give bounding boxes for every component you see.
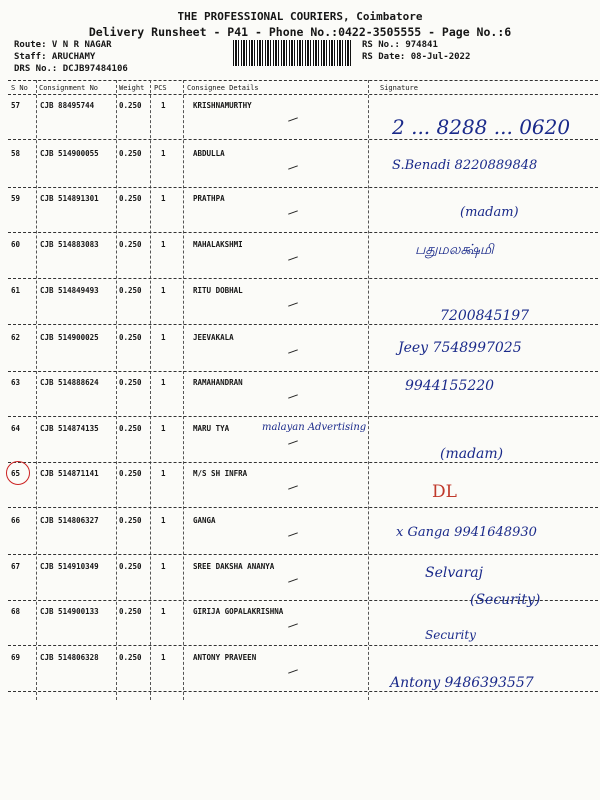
signature-68b: Security [425, 628, 476, 642]
tick-mark [288, 117, 298, 121]
row-consignment-no: CJB 514806328 [40, 653, 99, 662]
row-pcs: 1 [161, 424, 166, 433]
row-pcs: 1 [161, 607, 166, 616]
col-header-consignee: Consignee Details [187, 84, 259, 92]
staff-label: Staff: ARUCHAMY [14, 52, 96, 62]
row-weight: 0.250 [119, 194, 142, 203]
runsheet-title: THE PROFESSIONAL COURIERS, Coimbatore [177, 10, 423, 23]
row-sno: 60 [11, 240, 21, 249]
row-weight: 0.250 [119, 333, 142, 342]
tick-mark [288, 578, 298, 582]
row-separator [8, 416, 598, 417]
signature-67: Selvaraj [425, 565, 483, 581]
col-header-consignment: Consignment No [39, 84, 99, 92]
row-weight: 0.250 [119, 516, 142, 525]
row-separator [8, 371, 598, 372]
row-consignment-no: CJB 514900055 [40, 149, 99, 158]
row-weight: 0.250 [119, 469, 142, 478]
row-sno: 66 [11, 516, 21, 525]
row-weight: 0.250 [119, 653, 142, 662]
row-consignment-no: CJB 514910349 [40, 562, 99, 571]
tick-mark [288, 256, 298, 260]
row-sno: 69 [11, 653, 21, 662]
row-consignment-no: CJB 514874135 [40, 424, 99, 433]
row-consignee: GIRIJA GOPALAKRISHNA [193, 607, 284, 616]
row-separator [8, 645, 598, 646]
row-consignee: PRATHPA [193, 194, 225, 203]
row-separator [8, 462, 598, 463]
signature-58: S.Benadi 8220889848 [392, 158, 538, 173]
row-weight: 0.250 [119, 607, 142, 616]
row-consignee: SREE DAKSHA ANANYA [193, 562, 275, 571]
tick-mark [288, 669, 298, 673]
row-weight: 0.250 [119, 101, 142, 110]
row-separator [8, 187, 598, 188]
table-top-rule [8, 80, 598, 81]
row-sno: 68 [11, 607, 21, 616]
table-row [0, 607, 600, 627]
row-consignment-no: CJB 514849493 [40, 286, 99, 295]
signature-64: (madam) [440, 446, 504, 462]
row-sno: 58 [11, 149, 21, 158]
row-pcs: 1 [161, 469, 166, 478]
row-pcs: 1 [161, 333, 166, 342]
signature-68: (Security) [470, 592, 541, 608]
handwritten-note-64: malayan Advertising [262, 422, 367, 433]
row-consignment-no: CJB 514806327 [40, 516, 99, 525]
table-row [0, 240, 600, 260]
row-separator [8, 507, 598, 508]
tick-mark [288, 210, 298, 214]
row-pcs: 1 [161, 149, 166, 158]
row-consignment-no: CJB 514888624 [40, 378, 99, 387]
signature-66: x Ganga 9941648930 [396, 525, 537, 540]
row-weight: 0.250 [119, 240, 142, 249]
col-header-pcs: PCS [154, 84, 167, 92]
row-consignment-no: CJB 514900025 [40, 333, 99, 342]
signature-59: (madam) [460, 205, 519, 220]
row-separator [8, 324, 598, 325]
row-pcs: 1 [161, 653, 166, 662]
signature-63: 9944155220 [405, 378, 495, 394]
barcode [233, 40, 351, 66]
row-consignee: RAMAHANDRAN [193, 378, 243, 387]
row-consignee: RITU DOBHAL [193, 286, 243, 295]
row-separator [8, 554, 598, 555]
table-header-rule [8, 94, 598, 95]
rs-number: RS No.: 974841 [362, 40, 438, 50]
row-consignee: ABDULLA [193, 149, 225, 158]
col-header-sno: S No [11, 84, 28, 92]
row-consignee: MAHALAKSHMI [193, 240, 243, 249]
row-sno: 57 [11, 101, 21, 110]
row-pcs: 1 [161, 286, 166, 295]
tick-mark [288, 349, 298, 353]
signature-62: Jeey 7548997025 [398, 340, 522, 356]
row-65-circle-mark [6, 461, 30, 485]
row-weight: 0.250 [119, 286, 142, 295]
row-consignee: ANTONY PRAVEEN [193, 653, 257, 662]
row-pcs: 1 [161, 240, 166, 249]
table-row [0, 469, 600, 489]
row-pcs: 1 [161, 101, 166, 110]
row-sno: 64 [11, 424, 21, 433]
rs-date: RS Date: 08-Jul-2022 [362, 52, 471, 62]
row-consignment-no: CJB 514891301 [40, 194, 99, 203]
row-separator [8, 278, 598, 279]
tick-mark [288, 394, 298, 398]
tick-mark [288, 440, 298, 444]
table-row [0, 286, 600, 306]
row-sno: 63 [11, 378, 21, 387]
signature-60: பதுமலக்ஷ்மி [415, 242, 494, 258]
table-row [0, 378, 600, 398]
row-consignee: M/S SH INFRA [193, 469, 248, 478]
row-separator [8, 232, 598, 233]
table-row [0, 562, 600, 582]
tick-mark [288, 165, 298, 169]
signature-61: 7200845197 [440, 308, 530, 324]
row-pcs: 1 [161, 378, 166, 387]
row-pcs: 1 [161, 194, 166, 203]
row-pcs: 1 [161, 516, 166, 525]
row-consignment-no: CJB 88495744 [40, 101, 95, 110]
col-header-signature: Signature [380, 84, 418, 92]
row-separator [8, 691, 598, 692]
row-consignment-no: CJB 514900133 [40, 607, 99, 616]
row-consignment-no: CJB 514871141 [40, 469, 99, 478]
route-label: Route: V N R NAGAR [14, 40, 112, 50]
tick-mark [288, 302, 298, 306]
row-weight: 0.250 [119, 562, 142, 571]
row-sno: 59 [11, 194, 21, 203]
signature-57: 2 ... 8288 ... 0620 [392, 115, 571, 139]
tick-mark [288, 532, 298, 536]
row-pcs: 1 [161, 562, 166, 571]
row-consignee: JEEVAKALA [193, 333, 234, 342]
row-weight: 0.250 [119, 424, 142, 433]
runsheet-subtitle: Delivery Runsheet - P41 - Phone No.:0422-3505555 - Page No.:6 [88, 25, 512, 39]
row-weight: 0.250 [119, 378, 142, 387]
table-row [0, 653, 600, 673]
tick-mark [288, 485, 298, 489]
row-sno: 61 [11, 286, 21, 295]
row-sno: 62 [11, 333, 21, 342]
row-consignee: KRISHNAMURTHY [193, 101, 252, 110]
signature-69: Antony 9486393557 [390, 675, 534, 691]
col-header-weight: Weight [119, 84, 145, 92]
drs-number: DRS No.: DCJB97484106 [14, 64, 128, 74]
row-consignee: GANGA [193, 516, 216, 525]
row-consignee: MARU TYA [193, 424, 230, 433]
tick-mark [288, 623, 298, 627]
row-sno: 65 [11, 469, 21, 478]
row-sno: 67 [11, 562, 21, 571]
row-consignment-no: CJB 514883083 [40, 240, 99, 249]
dl-mark: DL [432, 482, 457, 502]
row-separator [8, 139, 598, 140]
row-weight: 0.250 [119, 149, 142, 158]
